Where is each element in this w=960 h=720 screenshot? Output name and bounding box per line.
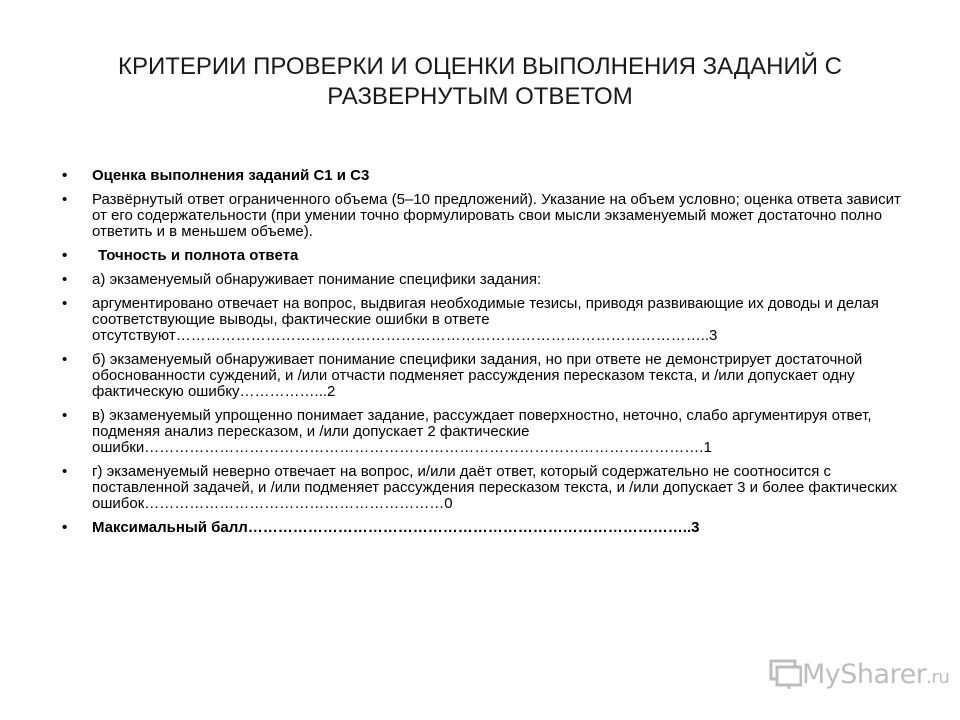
criteria-list bbox=[62, 168, 910, 544]
list-item bbox=[62, 352, 910, 400]
list-item bbox=[62, 296, 910, 344]
bullet-text: а) экзаменуемый обнаруживает понимание специфики задания: bbox=[92, 271, 542, 288]
watermark-brand: MySharer.ru bbox=[802, 658, 950, 690]
bullet-dot-icon: • bbox=[62, 351, 68, 368]
section-heading: Оценка выполнения заданий С1 и С3 bbox=[92, 167, 370, 184]
list-item bbox=[62, 272, 910, 288]
presentation-screen-icon bbox=[768, 658, 802, 690]
bullet-dot-icon: • bbox=[62, 247, 68, 264]
bullet-text: Развёрнутый ответ ограниченного объема (5–10 предложений). Указание на объем условно; оценка ответа зависит от его содержательности (при умении точно формулировать свои мысли экзаменуемый может достаточно полно ответить и в меньшем объеме). bbox=[92, 191, 901, 240]
bullet-dot-icon: • bbox=[62, 463, 68, 480]
list-item bbox=[62, 168, 910, 184]
bullet-text: г) экзаменуемый неверно отвечает на вопрос, и/или даёт ответ, который содержательно не соотносится с поставленной задачей, и /или подменяет рассуждения пересказом текста, и /или допускает 3 и более фактических ошибок……………………………………………………0 bbox=[92, 463, 898, 512]
max-score-text: Максимальный балл……………………………………………………………………………..3 bbox=[92, 519, 700, 536]
bullet-text: в) экзаменуемый упрощенно понимает задание, рассуждает поверхностно, неточно, слабо аргументируя ответ, подменяя анализ пересказом, и /или допускает 2 фактические ошибки………………………………………………………………………………………………….1 bbox=[92, 407, 872, 456]
bullet-dot-icon: • bbox=[62, 295, 68, 312]
slide-title: КРИТЕРИИ ПРОВЕРКИ И ОЦЕНКИ ВЫПОЛНЕНИЯ ЗАДАНИЙ С РАЗВЕРНУТЫМ ОТВЕТОМ bbox=[118, 53, 842, 110]
list-item bbox=[62, 464, 910, 512]
bullet-dot-icon: • bbox=[62, 271, 68, 288]
bullet-text: аргументировано отвечает на вопрос, выдвигая необходимые тезисы, приводя развивающие их доводы и делая соответствующие выводы, фактические ошибки в ответе отсутствуют……………………………………………………………………………………………..3 bbox=[92, 295, 879, 344]
list-item bbox=[62, 408, 910, 456]
watermark bbox=[768, 656, 949, 692]
bullet-dot-icon: • bbox=[62, 167, 68, 184]
bullet-dot-icon: • bbox=[62, 519, 68, 536]
list-item bbox=[62, 192, 910, 240]
section-heading: Точность и полнота ответа bbox=[98, 247, 299, 264]
bullet-dot-icon: • bbox=[62, 191, 68, 208]
bullet-text: б) экзаменуемый обнаруживает понимание специфики задания, но при ответе не демонстрирует достаточной обоснованности суждений, и /или отчасти подменяет рассуждения пересказом текста, и /или допускает одну фактическую ошибку……………...2 bbox=[92, 351, 863, 400]
list-item bbox=[62, 520, 910, 536]
bullet-dot-icon: • bbox=[62, 407, 68, 424]
list-item bbox=[62, 248, 910, 264]
